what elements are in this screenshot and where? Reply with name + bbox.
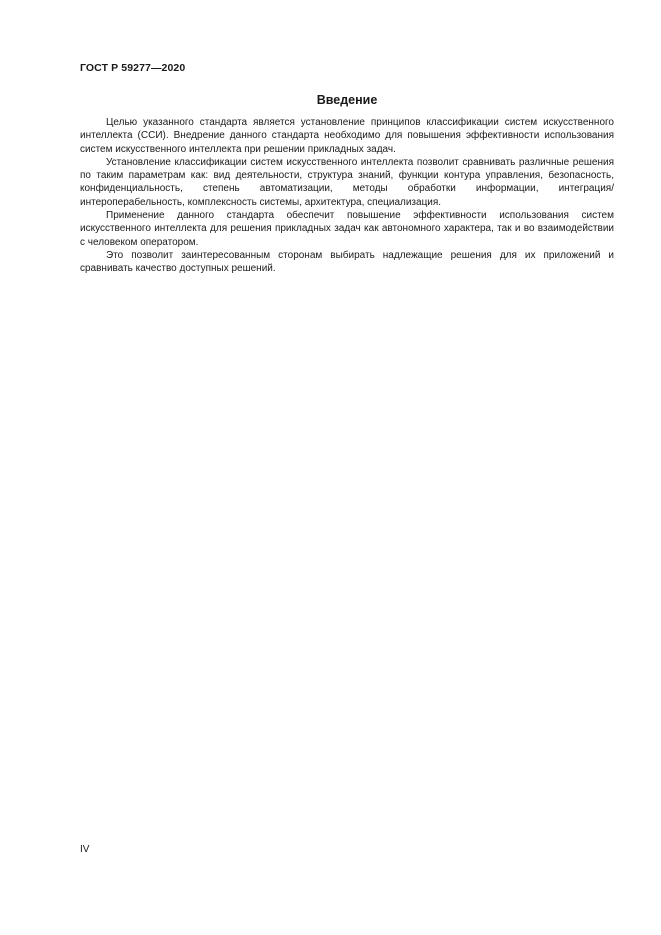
- page-number: IV: [80, 844, 90, 855]
- paragraph: Целью указанного стандарта является установление принципов классификации систем искусственного интеллекта (ССИ). Внедрение данного стандарта необходимо для повышения эффективности использования систем искусственного интеллекта при решении прикладных задач.: [80, 117, 614, 155]
- section-title: Введение: [316, 93, 378, 107]
- document-header-code: ГОСТ Р 59277—2020: [80, 62, 186, 74]
- paragraph: Применение данного стандарта обеспечит повышение эффективности использования систем искусственного интеллекта для решения прикладных задач как автономного характера, так и во взаимодействии с человеком оператором.: [80, 210, 614, 248]
- paragraph: Установление классификации систем искусственного интеллекта позволит сравнивать различные решения по таким параметрам как: вид деятельности, структура знаний, функции контура управления, безопасность, конфиденциальность, степень автоматизации, методы обработки информации, интеграция/интероперабельность, комплексность системы, архитектура, специализация.: [80, 156, 614, 208]
- document-body: [80, 116, 614, 276]
- paragraph: Это позволит заинтересованным сторонам выбирать надлежащие решения для их приложений и сравнивать качество доступных решений.: [80, 249, 614, 275]
